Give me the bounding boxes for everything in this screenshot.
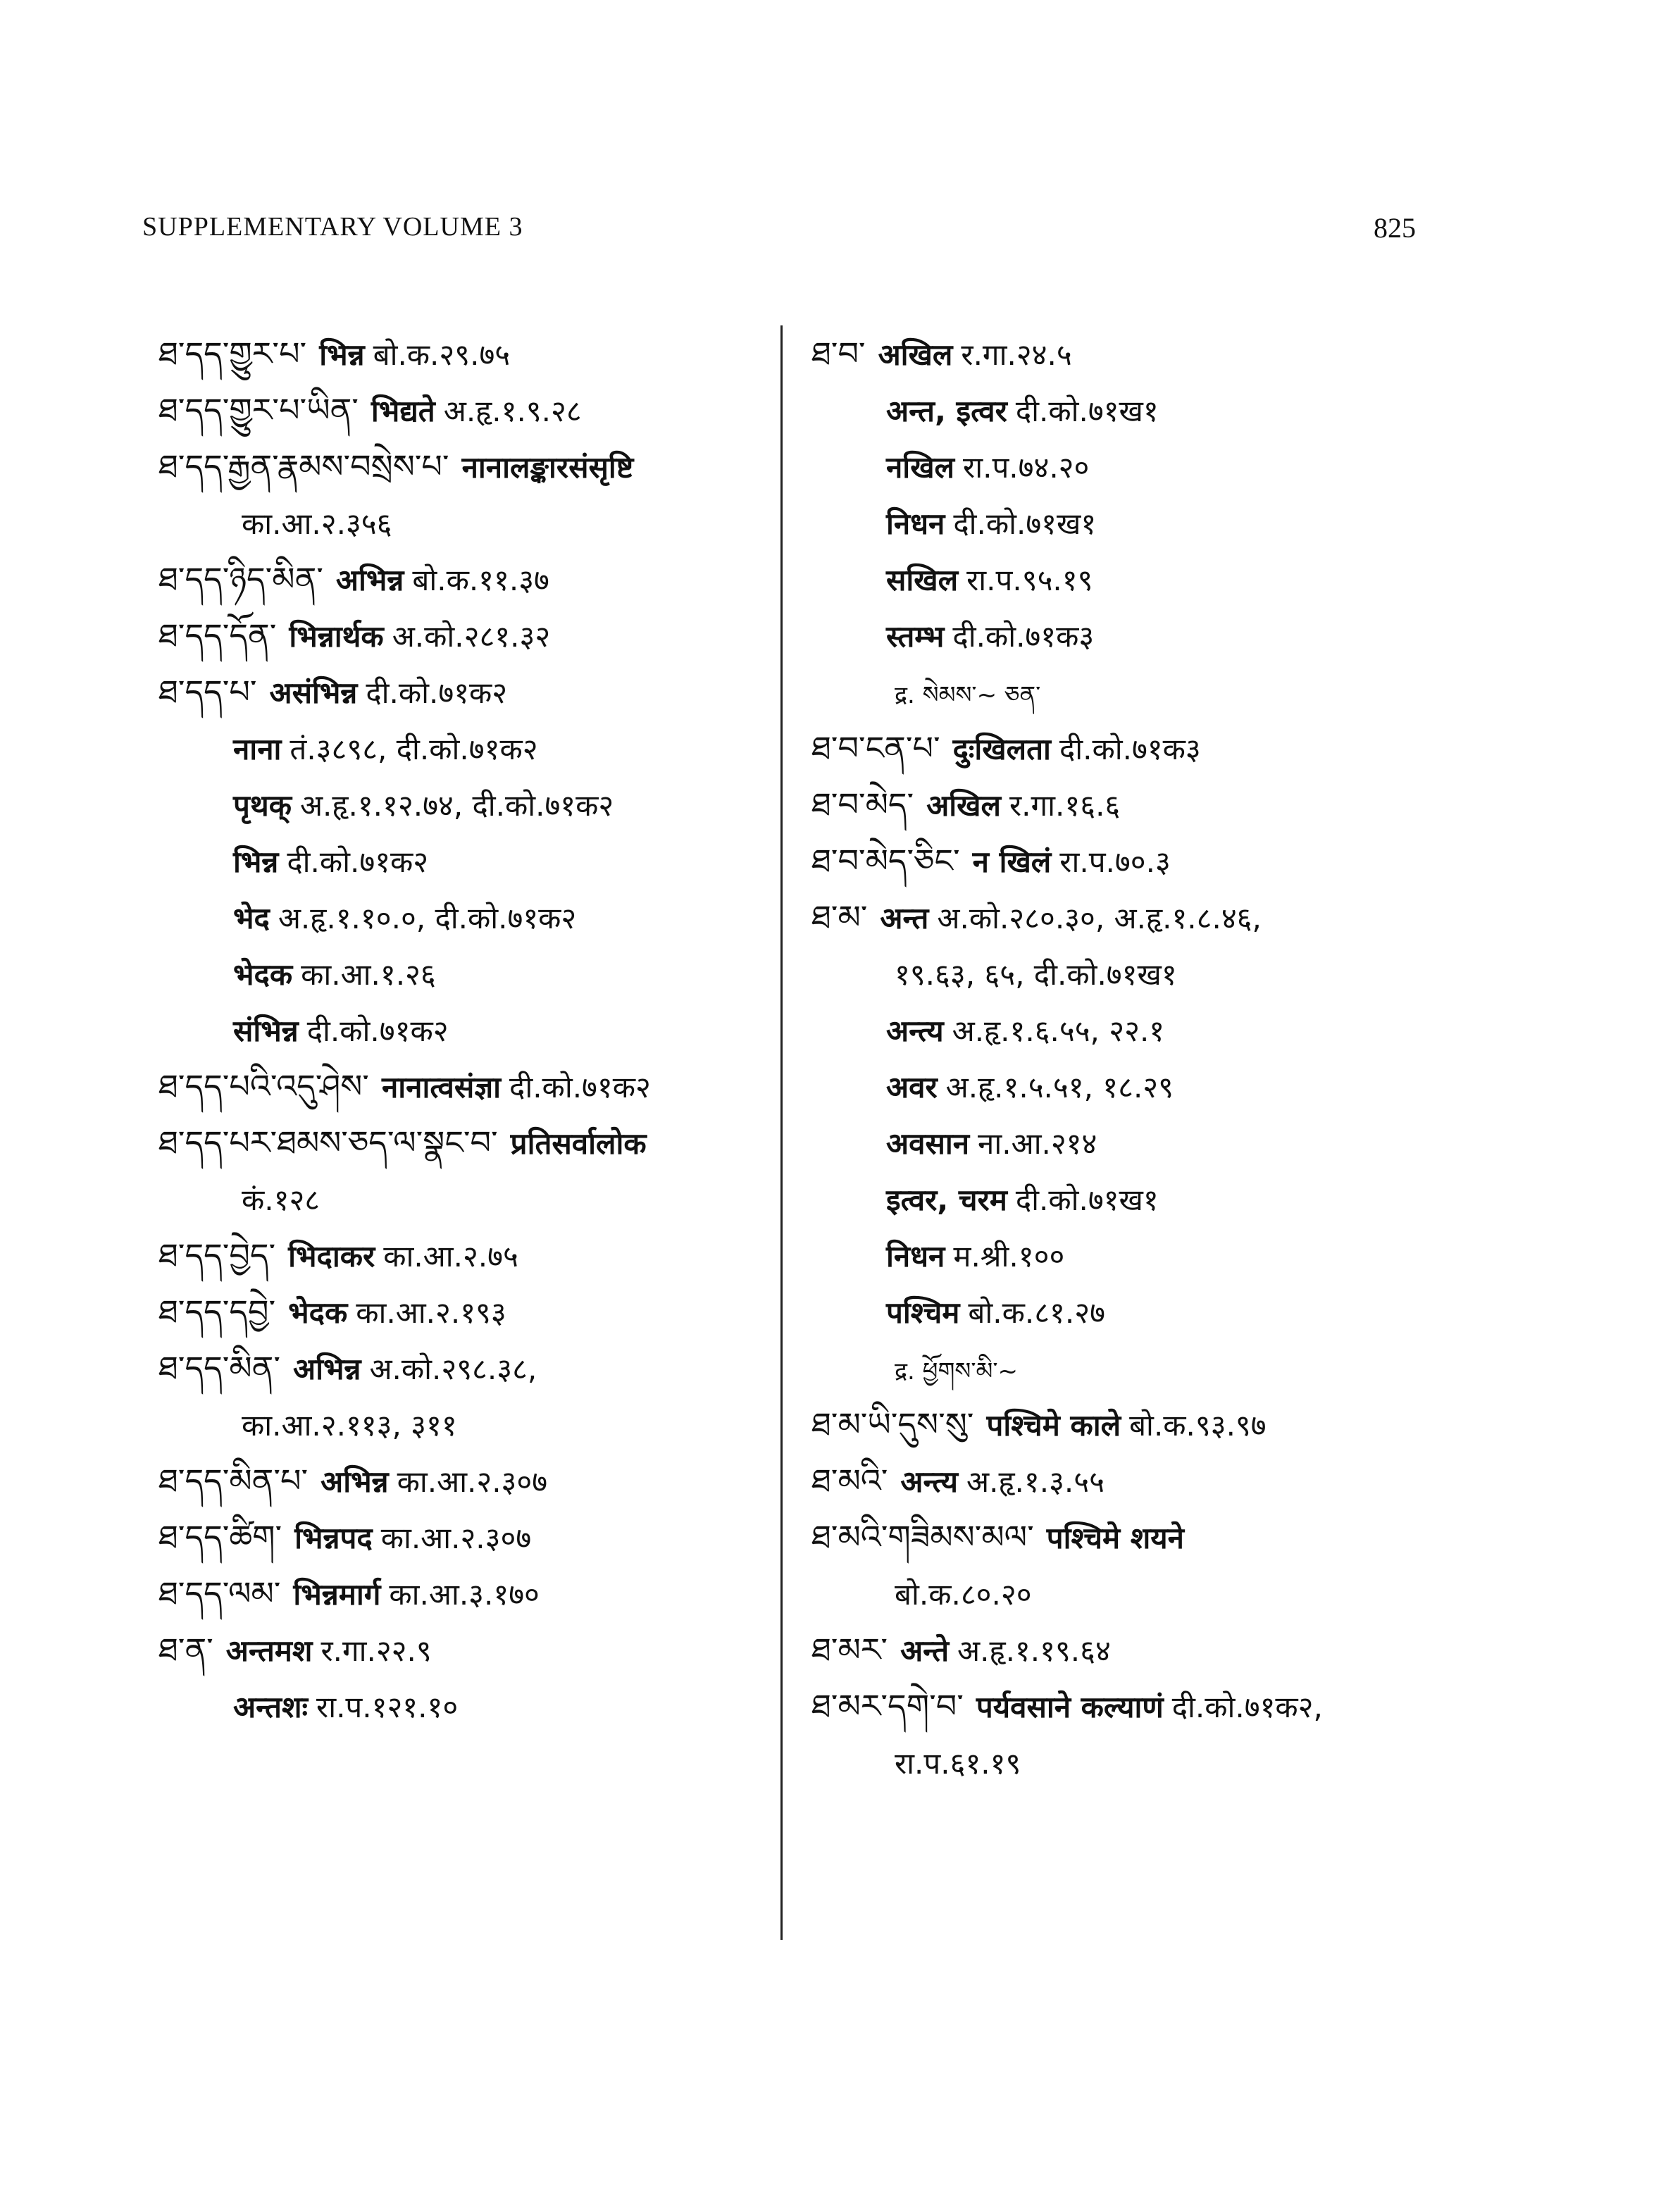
entry-continuation	[811, 1565, 1431, 1621]
source-reference: दी.को.७१क२,	[1171, 1690, 1323, 1724]
dictionary-entry	[158, 1565, 764, 1621]
sanskrit-equivalent: अन्त्य	[886, 1014, 944, 1048]
dictionary-entry	[158, 1114, 764, 1171]
sanskrit-equivalent: भेदक	[288, 1295, 348, 1330]
entry-continuation	[158, 1396, 764, 1452]
source-reference: अ.हृ.१.१२.७४, दी.को.७१क२	[299, 788, 614, 823]
source-reference: अ.हृ.१.१०.०, दी.को.७१क२	[278, 901, 577, 935]
source-reference: बो.क.८१.२७	[968, 1295, 1105, 1330]
source-reference: कं.१२८	[242, 1183, 321, 1217]
tibetan-headword: ཐ་མ་	[811, 898, 868, 936]
dictionary-entry	[811, 1678, 1431, 1734]
entry-continuation	[811, 1227, 1431, 1283]
source-reference: र.गा.१६.६	[1009, 788, 1121, 823]
source-reference: ना.आ.२१४	[978, 1126, 1097, 1161]
entry-continuation	[811, 664, 1431, 720]
entry-continuation	[811, 551, 1431, 607]
sanskrit-equivalent: भिन्नार्थक	[289, 619, 384, 654]
sanskrit-equivalent: अवर	[886, 1070, 938, 1104]
sanskrit-equivalent: भेदक	[233, 957, 293, 992]
source-reference: रा.प.१२१.१०	[316, 1690, 459, 1724]
tibetan-headword: ཐ་དད་པའི་འདུ་ཤེས་	[158, 1067, 369, 1105]
tibetan-headword: ཐ་དད་བྱེད་	[158, 1236, 276, 1274]
sanskrit-equivalent: स्तम्भ	[886, 619, 945, 654]
sanskrit-equivalent: अन्त	[880, 901, 929, 935]
dictionary-entry	[158, 1058, 764, 1114]
sanskrit-equivalent: नखिल	[886, 450, 955, 485]
tibetan-headword: ཐ་མ་ཡི་དུས་སུ་	[811, 1405, 974, 1443]
entry-continuation	[158, 833, 764, 889]
sanskrit-equivalent: संभिन्न	[233, 1014, 299, 1048]
sanskrit-equivalent: नाना	[233, 732, 282, 766]
sanskrit-equivalent: पश्चिमे काले	[986, 1408, 1121, 1443]
entry-continuation	[811, 1002, 1431, 1058]
source-reference: दी.को.७१क३	[952, 619, 1095, 654]
source-reference: र.गा.२२.९	[321, 1633, 432, 1668]
tibetan-headword: ཐ་བ་མེད་	[811, 785, 914, 823]
sanskrit-equivalent: भिन्न	[319, 337, 365, 372]
sanskrit-equivalent: अभिन्न	[321, 1464, 389, 1499]
dictionary-entry	[158, 607, 764, 664]
source-reference: दी.को.७१क३	[1059, 732, 1201, 766]
sanskrit-equivalent: पृथक्	[233, 788, 292, 823]
source-reference: बो.क.२९.७५	[373, 337, 511, 372]
running-header-title: SUPPLEMENTARY VOLUME 3	[142, 212, 523, 242]
source-reference: बो.क.८०.२०	[895, 1577, 1032, 1612]
source-reference: तं.३८९८, दी.को.७१क२	[290, 732, 538, 766]
entry-continuation	[158, 720, 764, 776]
dictionary-entry	[811, 776, 1431, 833]
dictionary-entry	[158, 1621, 764, 1678]
source-reference: दी.को.७१क२	[509, 1070, 651, 1104]
entry-continuation	[811, 1171, 1431, 1227]
dictionary-entry	[158, 325, 764, 382]
source-reference: दी.को.७१ख१	[1015, 394, 1159, 428]
source-reference: अ.हृ.१.३.५५	[966, 1464, 1105, 1499]
sanskrit-equivalent: प्रतिसर्वालोक	[510, 1126, 647, 1161]
entry-continuation	[158, 945, 764, 1002]
tibetan-headword: ཐ་དད་ཚིག་	[158, 1518, 282, 1556]
sanskrit-equivalent: अन्ते	[900, 1633, 950, 1668]
entry-continuation	[158, 1678, 764, 1734]
source-reference: दी.को.७१क२	[287, 845, 429, 879]
source-reference: अ.को.२८०.३०, अ.हृ.१.८.४६,	[937, 901, 1262, 935]
source-reference: अ.को.२८१.३२	[392, 619, 551, 654]
tibetan-headword: ཐ་དད་གྱུར་པ་	[158, 335, 307, 373]
sanskrit-equivalent: भेद	[233, 901, 270, 935]
entry-continuation	[811, 1734, 1431, 1791]
source-reference: का.आ.२.११३, ३११	[242, 1408, 457, 1443]
source-reference: अ.हृ.१.५.५१, १८.२९	[945, 1070, 1174, 1104]
sanskrit-equivalent: भिन्न	[233, 845, 279, 879]
tibetan-headword: ཐ་དད་དབྱེ་	[158, 1293, 276, 1331]
tibetan-headword: ཐ་དད་མིན་པ་	[158, 1462, 309, 1500]
dictionary-entry	[811, 1452, 1431, 1509]
entry-continuation	[811, 438, 1431, 494]
sanskrit-equivalent: निधन	[886, 1239, 945, 1274]
source-reference: बो.क.९३.९७	[1129, 1408, 1267, 1443]
entry-continuation	[811, 945, 1431, 1002]
dictionary-entry	[158, 438, 764, 494]
tibetan-headword: ཐ་བ་	[811, 335, 866, 373]
sanskrit-equivalent: अवसान	[886, 1126, 970, 1161]
source-reference: १९.६३, ६५, दी.को.७१ख१	[895, 957, 1177, 992]
tibetan-headword: ཐ་བ་ངན་པ་	[811, 729, 940, 767]
source-reference: म.श्री.१००	[953, 1239, 1065, 1274]
dictionary-entry	[158, 1452, 764, 1509]
tibetan-headword: ཐ་དད་གྱུར་པ་ཡིན་	[158, 391, 359, 429]
source-reference: का.आ.१.२६	[301, 957, 436, 992]
source-reference: द्र. ཕྱོགས་མི་~	[895, 1357, 1018, 1386]
sanskrit-equivalent: अन्तशः	[233, 1690, 309, 1724]
dictionary-entry	[158, 1509, 764, 1565]
tibetan-headword: ཐ་མར་དགེ་བ་	[811, 1687, 964, 1725]
tibetan-headword: ཐ་མའི་	[811, 1462, 888, 1500]
source-reference: रा.प.६१.१९	[895, 1746, 1021, 1781]
dictionary-entry	[811, 1509, 1431, 1565]
sanskrit-equivalent: भिन्नमार्ग	[293, 1577, 381, 1612]
left-column	[158, 325, 764, 1734]
sanskrit-equivalent: भिदाकर	[288, 1239, 375, 1274]
sanskrit-equivalent: अभिन्न	[335, 563, 404, 597]
tibetan-headword: ཐ་དད་པ་	[158, 673, 257, 711]
entry-continuation	[158, 1171, 764, 1227]
source-reference: का.आ.२.३५६	[242, 506, 392, 541]
source-reference: दी.को.७१क२	[306, 1014, 449, 1048]
source-reference: का.आ.२.१९३	[356, 1295, 506, 1330]
sanskrit-equivalent: पश्चिम	[886, 1295, 960, 1330]
sanskrit-equivalent: निधन	[886, 506, 945, 541]
source-reference: द्र. སེམས་~ ཅན་	[895, 681, 1041, 709]
dictionary-entry	[811, 1396, 1431, 1452]
entry-continuation	[811, 1340, 1431, 1396]
source-reference: का.आ.३.१७०	[389, 1577, 540, 1612]
entry-continuation	[158, 889, 764, 945]
dictionary-entry	[811, 833, 1431, 889]
source-reference: बो.क.११.३७	[412, 563, 549, 597]
entry-continuation	[811, 1058, 1431, 1114]
column-divider	[780, 325, 783, 1940]
tibetan-headword: ཐ་དད་ལམ་	[158, 1574, 281, 1612]
tibetan-headword: ཐ་དད་དོན་	[158, 616, 277, 654]
dictionary-entry	[811, 720, 1431, 776]
right-column	[811, 325, 1431, 1791]
source-reference: दी.को.७१ख१	[1015, 1183, 1159, 1217]
source-reference: अ.हृ.१.१९.६४	[957, 1633, 1111, 1668]
source-reference: रा.प.९५.१९	[966, 563, 1093, 597]
sanskrit-equivalent: इत्वर, चरम	[886, 1183, 1007, 1217]
sanskrit-equivalent: सखिल	[886, 563, 959, 597]
tibetan-headword: ཐ་དད་ཉིད་མིན་	[158, 560, 323, 598]
tibetan-headword: ཐ་མར་	[811, 1631, 888, 1669]
sanskrit-equivalent: भिन्नपद	[294, 1521, 373, 1555]
tibetan-headword: ཐ་ན་	[158, 1631, 213, 1669]
sanskrit-equivalent: पश्चिमे शयने	[1046, 1521, 1184, 1555]
source-reference: अ.हृ.१.९.२८	[443, 394, 582, 428]
tibetan-headword: ཐ་དད་རྒྱན་རྣམས་བསྲེས་པ་	[158, 447, 449, 485]
source-reference: अ.हृ.१.६.५५, २२.१	[952, 1014, 1165, 1048]
sanskrit-equivalent: अखिल	[878, 337, 953, 372]
sanskrit-equivalent: न खिलं	[972, 845, 1052, 879]
dictionary-entry	[811, 325, 1431, 382]
source-reference: रा.प.७०.३	[1059, 845, 1171, 879]
entry-continuation	[158, 1002, 764, 1058]
dictionary-entry	[158, 1340, 764, 1396]
dictionary-entry	[158, 664, 764, 720]
sanskrit-equivalent: पर्यवसाने कल्याणं	[976, 1690, 1164, 1724]
dictionary-entry	[158, 1283, 764, 1340]
entry-continuation	[811, 494, 1431, 551]
tibetan-headword: ཐ་མའི་གཟིམས་མལ་	[811, 1518, 1034, 1556]
dictionary-entry	[158, 551, 764, 607]
dictionary-entry	[158, 1227, 764, 1283]
source-reference: र.गा.२४.५	[961, 337, 1072, 372]
source-reference: का.आ.२.३०७	[397, 1464, 548, 1499]
sanskrit-equivalent: दुःखिलता	[952, 732, 1051, 766]
sanskrit-equivalent: अखिल	[926, 788, 1001, 823]
tibetan-headword: ཐ་དད་མིན་	[158, 1349, 281, 1387]
tibetan-headword: ཐ་བ་མེད་ཅིང་	[811, 842, 960, 880]
source-reference: दी.को.७१क२	[366, 675, 508, 710]
sanskrit-equivalent: अभिन्न	[293, 1352, 361, 1386]
sanskrit-equivalent: नानात्वसंज्ञा	[381, 1070, 502, 1104]
page-number: 825	[1374, 212, 1416, 244]
dictionary-entry	[811, 1621, 1431, 1678]
source-reference: का.आ.२.७५	[383, 1239, 518, 1274]
source-reference: अ.को.२९८.३८,	[369, 1352, 537, 1386]
entry-continuation	[811, 1114, 1431, 1171]
tibetan-headword: ཐ་དད་པར་ཐམས་ཅད་ལ་སྣང་བ་	[158, 1123, 498, 1162]
entry-continuation	[811, 382, 1431, 438]
entry-continuation	[811, 607, 1431, 664]
dictionary-entry	[158, 382, 764, 438]
source-reference: का.आ.२.३०७	[380, 1521, 532, 1555]
sanskrit-equivalent: भिद्यते	[371, 394, 435, 428]
source-reference: दी.को.७१ख१	[953, 506, 1097, 541]
entry-continuation	[811, 1283, 1431, 1340]
sanskrit-equivalent: अन्त, इत्वर	[886, 394, 1007, 428]
dictionary-entry	[811, 889, 1431, 945]
entry-continuation	[158, 494, 764, 551]
sanskrit-equivalent: नानालङ्कारसंसृष्टि	[461, 450, 634, 485]
entry-continuation	[158, 776, 764, 833]
sanskrit-equivalent: असंभिन्न	[269, 675, 358, 710]
sanskrit-equivalent: अन्त्य	[900, 1464, 958, 1499]
sanskrit-equivalent: अन्तमश	[225, 1633, 313, 1668]
source-reference: रा.प.७४.२०	[963, 450, 1090, 485]
